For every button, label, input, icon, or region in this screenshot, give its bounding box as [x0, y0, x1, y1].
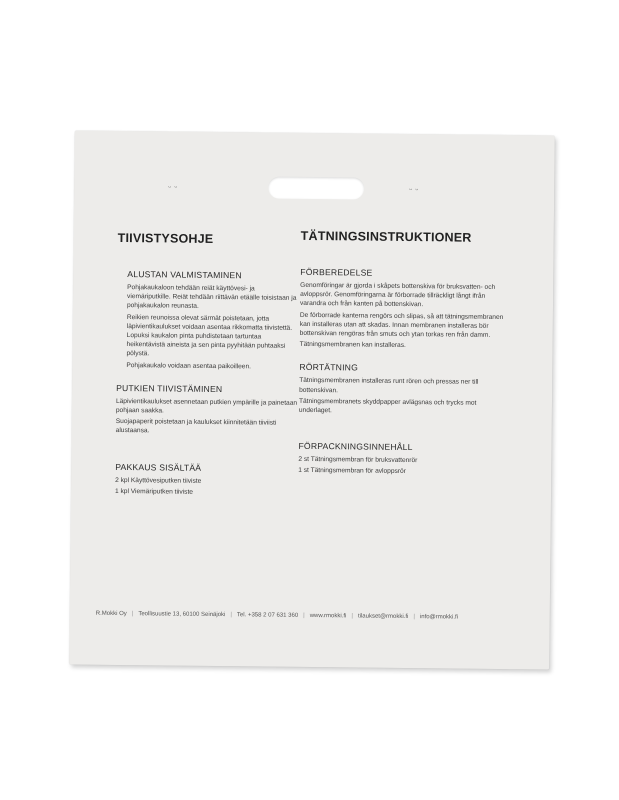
- hang-hole: [268, 177, 364, 200]
- section-heading: FÖRPACKNINGSINNEHÅLL: [298, 441, 413, 453]
- swedish-title: TÄTNINGSINSTRUKTIONER: [300, 228, 472, 245]
- separator: |: [303, 612, 305, 619]
- fi-section-preparation: [126, 269, 299, 372]
- fi-section-sealing: [116, 383, 299, 438]
- paragraph: Reikien reunoissa olevat särmät poistetaan, jotta läpivientikaulukset voidaan asentaa rikkomatta tiivistettä. Lopuksi kaukalon pinta puhdistetaan tartuntaa heikentävistä aineista ja sen pinta pyyhitään puhtaaksi pölystä.: [126, 313, 293, 358]
- swedish-column: [298, 229, 513, 491]
- fi-section-contents: [115, 462, 297, 498]
- sv-section-contents: [298, 441, 510, 478]
- phone: Tel. +358 2 07 631 360: [236, 612, 299, 619]
- paragraph: Genomföringar är gjorda i skåpets bottenskiva för bruksvatten- och avloppsrör. Genomföringarna är förborrade tillräckligt långt ifrån varandra och från kanten på bottenskivan.: [299, 281, 496, 309]
- list-item: 2 kpl Käyttövesiputken tiiviste: [115, 476, 202, 485]
- separator: |: [351, 613, 353, 620]
- list-item: 2 st Tätningsmembran för bruksvattenrör: [298, 456, 418, 465]
- card-mark-left: ᴗ ᴗ: [168, 183, 179, 190]
- contact-footer: [96, 611, 536, 622]
- list-item: 1 kpl Viemäriputken tiiviste: [114, 487, 194, 496]
- orders-email: tilaukset@rmokki.fi: [357, 613, 409, 621]
- address: Teollisuustie 13, 60100 Seinäjoki: [138, 611, 226, 619]
- sv-section-sealing: [299, 362, 512, 417]
- section-heading: ALUSTAN VALMISTAMINEN: [127, 269, 242, 281]
- section-heading: PAKKAUS SISÄLTÄÄ: [115, 461, 202, 473]
- paragraph: Pohjakaukaloon tehdään reiät käyttövesi- ja viemäriputkille. Reiät tehdään riittävän etäälle toisistaan ja pohjakaukalon reunasta.: [126, 284, 297, 311]
- paragraph: Suojapaperit poistetaan ja kaulukset kiinnitetään tiiviisti alustaansa.: [115, 418, 277, 435]
- sv-section-preparation: [300, 267, 513, 352]
- card-mark-right: ᴗ ᴗ: [409, 186, 420, 193]
- section-heading: RÖRTÄTNING: [299, 362, 359, 373]
- company-name: R.Mokki Oy: [95, 610, 127, 618]
- info-email: info@rmokki.fi: [419, 614, 459, 621]
- paragraph: Läpivientikaulukset asennetaan putkien ympärille ja painetaan pohjaan saakka.: [115, 397, 298, 415]
- paragraph: De förborrade kanterna rengörs och slipas, så att tätningsmembranen kan installeras utan att skadas. Innan membranen installeras bör bottenskivan rengöras från smuts och ytan torkas ren från damm.: [299, 311, 504, 339]
- separator: |: [413, 614, 415, 621]
- separator: |: [230, 612, 232, 619]
- paragraph: Tätningsmembranen installeras runt rören och pressas ner till bottenskivan.: [299, 377, 479, 394]
- list-item: 1 st Tätningsmembran för avloppsrör: [298, 467, 406, 476]
- finnish-column: [115, 231, 300, 511]
- instruction-card: [69, 131, 555, 670]
- section-heading: PUTKIEN TIIVISTÄMINEN: [116, 382, 223, 394]
- website: www.rmokki.fi: [309, 612, 347, 620]
- paragraph: Tätningsmembranen kan installeras.: [299, 341, 406, 350]
- separator: |: [131, 611, 134, 618]
- finnish-title: TIIVISTYSOHJE: [117, 230, 214, 246]
- paragraph: Tätningsmembranets skyddpapper avlägsnas och trycks mot underlaget.: [298, 397, 477, 415]
- section-heading: FÖRBEREDELSE: [300, 266, 373, 278]
- paragraph: Pohjakaukalo voidaan asentaa paikoilleen.: [126, 361, 252, 370]
